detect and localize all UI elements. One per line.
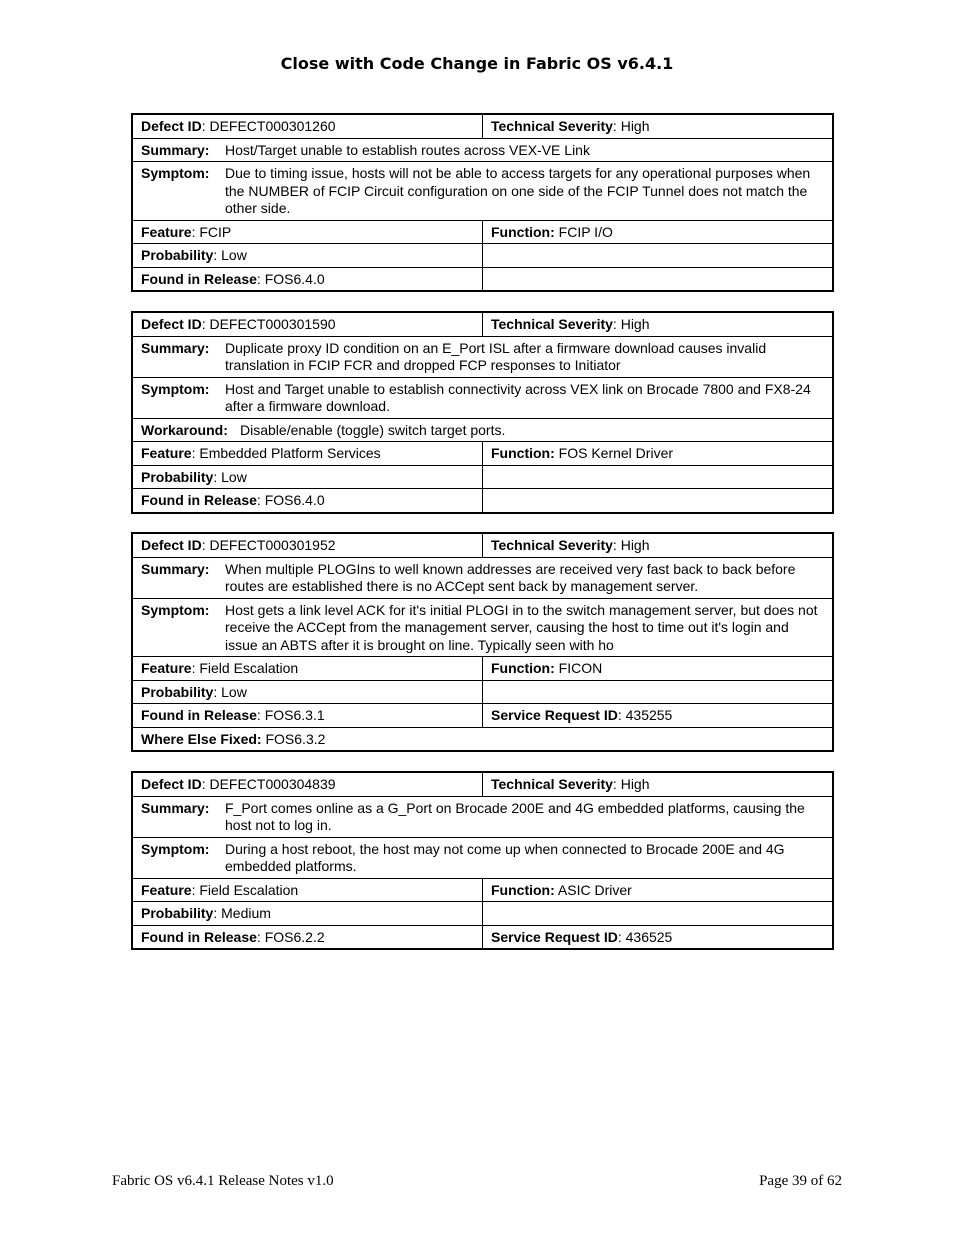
where-else-fixed-value: FOS6.3.2 bbox=[265, 730, 326, 747]
where-else-fixed-row bbox=[132, 727, 833, 751]
symptom-label: Symptom: bbox=[141, 380, 210, 397]
defect-id-row: Defect ID: DEFECT000304839 Technical Severity: High bbox=[132, 772, 833, 796]
symptom-row bbox=[132, 377, 833, 418]
service-request-label: Service Request ID bbox=[491, 928, 618, 945]
probability-value: Low bbox=[221, 468, 247, 485]
service-request-value: 435255 bbox=[625, 707, 673, 723]
feature-label: Feature bbox=[141, 881, 192, 898]
defect-id-value: DEFECT000304839 bbox=[209, 776, 336, 792]
symptom-label: Symptom: bbox=[141, 840, 210, 857]
feature-row: Feature: FCIP Function: FCIP I/O bbox=[132, 220, 833, 244]
severity-label: Technical Severity bbox=[491, 316, 613, 332]
severity-value: High bbox=[620, 776, 650, 792]
function-value: FOS Kernel Driver bbox=[558, 445, 674, 461]
severity-value: High bbox=[620, 537, 650, 553]
symptom-text: Host and Target unable to establish connectivity across VEX link on Brocade 7800 and FX8-24 after a firmware download. bbox=[225, 380, 811, 414]
symptom-text: Host gets a link level ACK for it's initial PLOGI in to the switch management server, but does not receive the ACCept from the management server, causing the host to time out it's login and issue an ABTS after it is brought on line. Typically seen with ho bbox=[225, 601, 818, 653]
severity-value: High bbox=[620, 118, 650, 134]
function-value: FCIP I/O bbox=[558, 223, 613, 240]
service-request-label: Service Request ID bbox=[491, 707, 618, 723]
function-label: Function: bbox=[491, 881, 555, 898]
severity-label: Technical Severity bbox=[491, 118, 613, 134]
found-in-release-row: Found in Release: FOS6.3.1 Service Request ID: 435255 bbox=[132, 704, 833, 728]
found-in-release-label: Found in Release bbox=[141, 492, 257, 508]
function-value: ASIC Driver bbox=[557, 881, 632, 898]
probability-value: Medium bbox=[221, 905, 271, 921]
severity-label: Technical Severity bbox=[491, 776, 613, 792]
symptom-row bbox=[132, 598, 833, 657]
defect-id-label: Defect ID bbox=[141, 537, 202, 553]
workaround-row bbox=[132, 418, 833, 442]
workaround-label: Workaround: bbox=[141, 421, 228, 438]
defect-table bbox=[131, 771, 834, 950]
severity-value: High bbox=[620, 316, 650, 332]
probability-value: Low bbox=[221, 247, 247, 263]
summary-label: Summary: bbox=[141, 560, 210, 577]
function-label: Function: bbox=[491, 660, 555, 676]
found-in-release-label: Found in Release bbox=[141, 270, 257, 287]
found-in-release-label: Found in Release bbox=[141, 707, 257, 723]
page-title: Close with Code Change in Fabric OS v6.4.1 bbox=[280, 54, 674, 73]
summary-text: Duplicate proxy ID condition on an E_Port ISL after a firmware download causes invalid translation in FCIP FCR and dropped FCP responses to Initiator bbox=[225, 339, 767, 373]
feature-value: FCIP bbox=[199, 223, 232, 240]
probability-label: Probability bbox=[141, 247, 214, 263]
summary-label: Summary: bbox=[141, 339, 210, 356]
feature-value: Field Escalation bbox=[199, 881, 299, 898]
footer-doc-title: Fabric OS v6.4.1 Release Notes v1.0 bbox=[112, 1173, 334, 1189]
summary-text: F_Port comes online as a G_Port on Brocade 200E and 4G embedded platforms, causing the host not to log in. bbox=[225, 799, 805, 833]
feature-row: Feature: Embedded Platform Services Function: FOS Kernel Driver bbox=[132, 442, 833, 466]
defect-id-row: Defect ID: DEFECT000301590 Technical Severity: High bbox=[132, 312, 833, 336]
symptom-label: Symptom: bbox=[141, 601, 210, 618]
function-value: FICON bbox=[558, 660, 603, 676]
probability-label: Probability bbox=[141, 905, 214, 921]
defect-id-value: DEFECT000301260 bbox=[209, 118, 336, 134]
defect-id-value: DEFECT000301952 bbox=[209, 537, 336, 553]
defect-id-row: Defect ID: DEFECT000301952 Technical Severity: High bbox=[132, 533, 833, 557]
summary-label: Summary: bbox=[141, 141, 210, 158]
defect-id-row: Defect ID: DEFECT000301260 Technical Severity: High bbox=[132, 114, 833, 138]
found-in-release-row: Found in Release: FOS6.4.0 bbox=[132, 489, 833, 513]
feature-value: Embedded Platform Services bbox=[199, 445, 381, 461]
summary-text: Host/Target unable to establish routes across VEX-VE Link bbox=[225, 141, 590, 158]
probability-label: Probability bbox=[141, 468, 214, 485]
defect-table bbox=[131, 532, 834, 752]
probability-row: Probability: Low bbox=[132, 465, 833, 489]
defect-table bbox=[131, 311, 834, 514]
workaround-text: Disable/enable (toggle) switch target ports. bbox=[240, 421, 506, 438]
defect-id-value: DEFECT000301590 bbox=[209, 316, 336, 332]
probability-row: Probability: Low bbox=[132, 680, 833, 704]
summary-row bbox=[132, 557, 833, 598]
symptom-row bbox=[132, 837, 833, 878]
feature-label: Feature bbox=[141, 223, 192, 240]
feature-label: Feature bbox=[141, 445, 192, 461]
feature-row: Feature: Field Escalation Function: FICON bbox=[132, 657, 833, 681]
symptom-row bbox=[132, 162, 833, 221]
defect-id-label: Defect ID bbox=[141, 118, 202, 134]
found-in-release-value: FOS6.3.1 bbox=[264, 707, 325, 723]
summary-label: Summary: bbox=[141, 799, 210, 816]
defect-id-label: Defect ID bbox=[141, 776, 202, 792]
found-in-release-value: FOS6.4.0 bbox=[264, 270, 325, 287]
service-request-value: 436525 bbox=[625, 928, 673, 945]
found-in-release-value: FOS6.4.0 bbox=[264, 492, 325, 508]
symptom-label: Symptom: bbox=[141, 165, 210, 181]
summary-row bbox=[132, 138, 833, 162]
found-in-release-label: Found in Release bbox=[141, 928, 257, 945]
feature-label: Feature bbox=[141, 660, 192, 676]
feature-row: Feature: Field Escalation Function: ASIC Driver bbox=[132, 878, 833, 902]
found-in-release-row: Found in Release: FOS6.2.2 Service Request ID: 436525 bbox=[132, 925, 833, 949]
probability-row: Probability: Low bbox=[132, 244, 833, 268]
defect-table bbox=[131, 113, 834, 292]
feature-value: Field Escalation bbox=[199, 660, 299, 676]
function-label: Function: bbox=[491, 223, 555, 240]
footer-page-number: Page 39 of 62 bbox=[759, 1173, 842, 1189]
where-else-fixed-label: Where Else Fixed: bbox=[141, 730, 262, 747]
defect-id-label: Defect ID bbox=[141, 316, 202, 332]
found-in-release-value: FOS6.2.2 bbox=[264, 928, 325, 945]
probability-row: Probability: Medium bbox=[132, 902, 833, 926]
probability-value: Low bbox=[221, 683, 247, 700]
found-in-release-row: Found in Release: FOS6.4.0 bbox=[132, 267, 833, 291]
function-label: Function: bbox=[491, 445, 555, 461]
summary-row bbox=[132, 796, 833, 837]
severity-label: Technical Severity bbox=[491, 537, 613, 553]
symptom-text: Due to timing issue, hosts will not be able to access targets for any operational purposes when the NUMBER of FCIP Circuit configuration on one side of the FCIP Tunnel does not match the other side. bbox=[225, 165, 811, 216]
summary-row bbox=[132, 336, 833, 377]
probability-label: Probability bbox=[141, 683, 214, 700]
symptom-text: During a host reboot, the host may not come up when connected to Brocade 200E and 4G embedded platforms. bbox=[225, 840, 785, 874]
summary-text: When multiple PLOGIns to well known addresses are received very fast back to back before routes are established there is no ACCept sent back by management server. bbox=[225, 560, 796, 594]
